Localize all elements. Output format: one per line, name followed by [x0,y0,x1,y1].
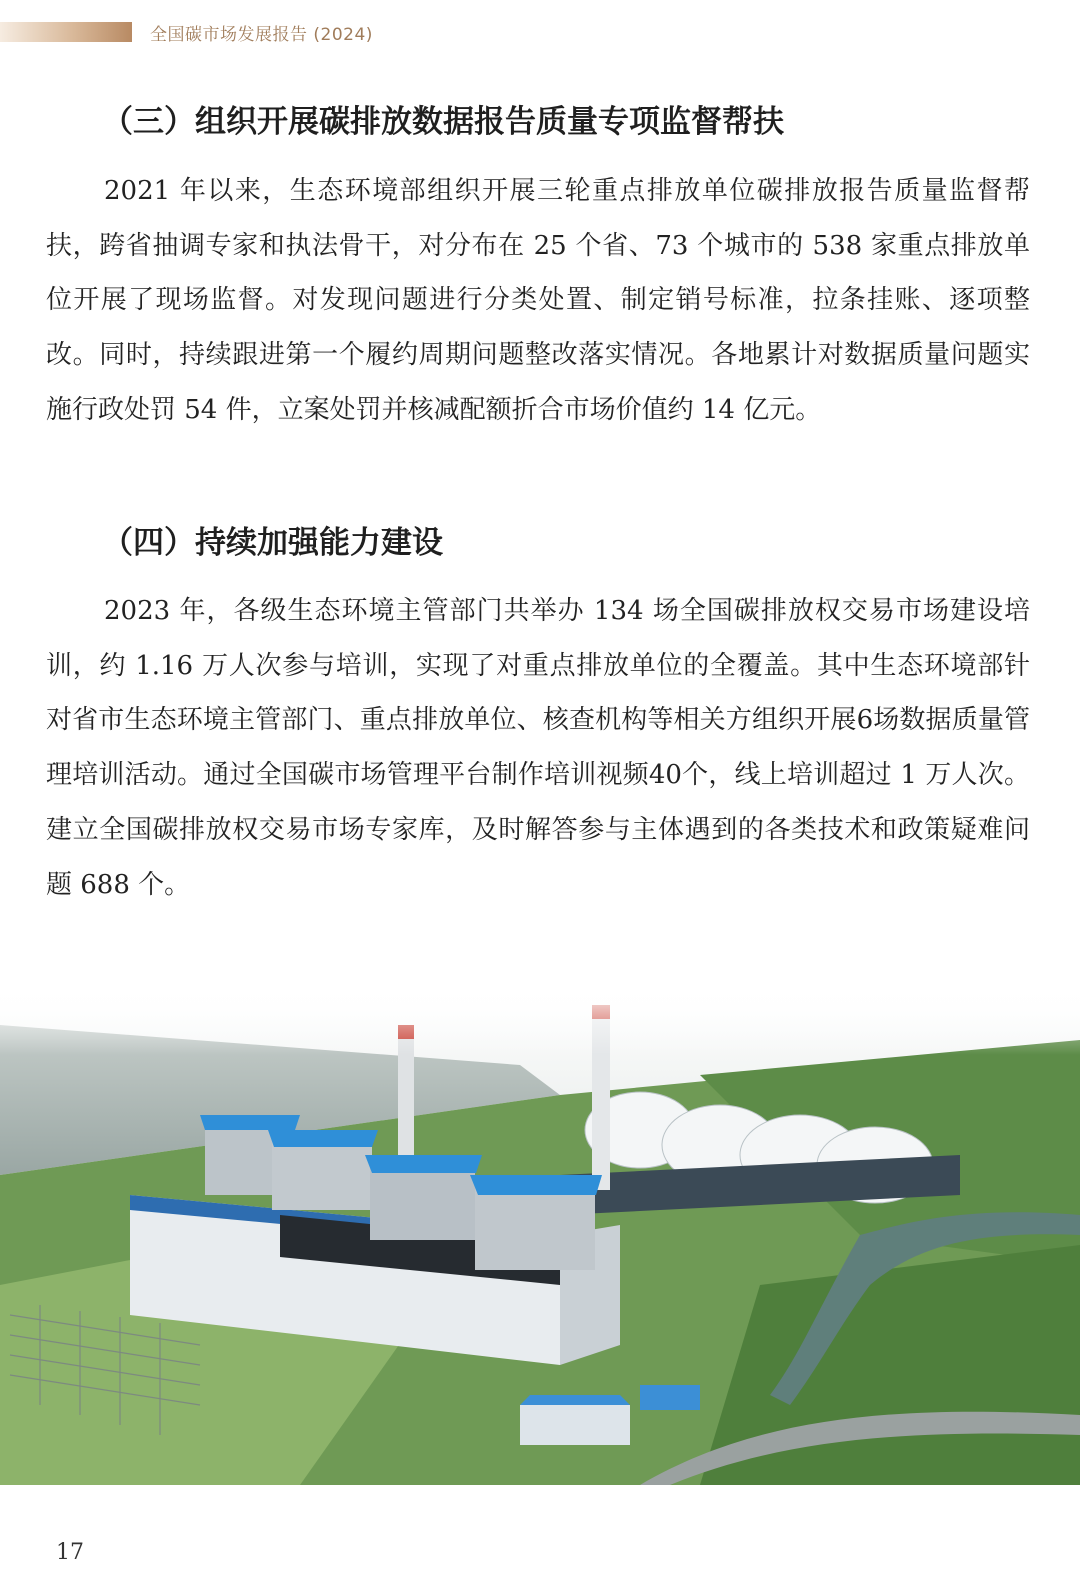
page-number: 17 [56,1540,84,1565]
section-3-heading: （三）组织开展碳排放数据报告质量专项监督帮扶 [102,104,784,140]
section-4-paragraph: 2023 年，各级生态环境主管部门共举办 134 场全国碳排放权交易市场建设培训，约 1.16 万人次参与培训，实现了对重点排放单位的全覆盖。其中生态环境部针对省市生态环境主管部门、重点排放单位、核查机构等相关方组织开展6场数据质量管理培训活动。通过全国碳市场管理平台制作培训视频40个，线上培训超过 1 万人次。建立全国碳排放权交易市场专家库，及时解答参与主体遇到的各类技术和政策疑难问题 688 个。 [46,596,1030,900]
power-plant-aerial-photo [0,985,1080,1485]
section-3-paragraph: 2021 年以来，生态环境部组织开展三轮重点排放单位碳排放报告质量监督帮扶，跨省抽调专家和执法骨干，对分布在 25 个省、73 个城市的 538 家重点排放单位开展了现场监督。对发现问题进行分类处置、制定销号标准，拉条挂账、逐项整改。同时，持续跟进第一个履约周期问题整改落实情况。各地累计对数据质量问题实施行政处罚 54 件，立案处罚并核减配额折合市场价值约 14 亿元。 [46,176,1030,425]
report-title: 全国碳市场发展报告 (2024) [150,25,373,45]
section-4-heading: （四）持续加强能力建设 [102,525,443,561]
header-decoration-bar [0,22,132,42]
